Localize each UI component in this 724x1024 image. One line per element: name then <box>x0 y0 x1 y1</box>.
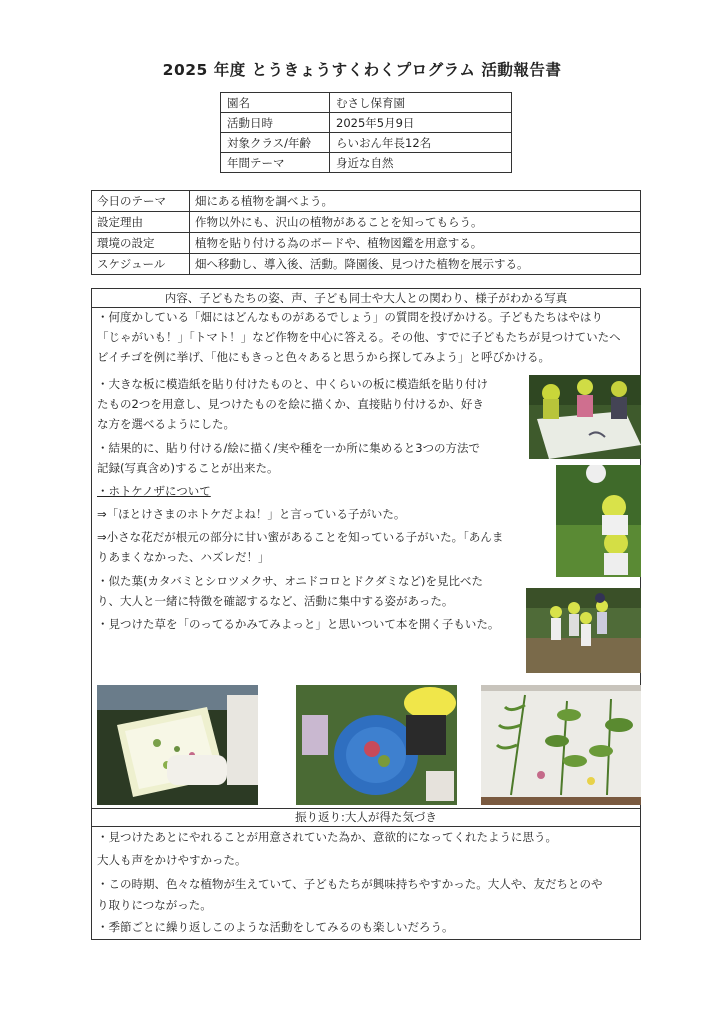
info-label: 年間テーマ <box>221 153 330 173</box>
info-row <box>221 133 512 153</box>
plan-label: 今日のテーマ <box>92 191 190 212</box>
plan-row <box>92 254 641 275</box>
info-value: 2025年5月9日 <box>330 113 512 133</box>
info-value: 身近な自然 <box>330 153 512 173</box>
info-value: らいおん年長12名 <box>330 133 512 153</box>
page-title: 2025 年度 とうきょうすくわくプログラム 活動報告書 <box>162 61 562 79</box>
content-box <box>91 288 641 940</box>
photo-seeds-basin <box>296 685 457 805</box>
plan-row <box>92 191 641 212</box>
photo-children-field <box>526 588 641 673</box>
plan-label: スケジュール <box>92 254 190 275</box>
content-line: りあまくなかった、ハズレだ！」 <box>97 550 270 564</box>
plan-value: 畑へ移動し、導入後、活動。降園後、見つけた植物を展示する。 <box>190 254 641 275</box>
info-table <box>220 92 512 173</box>
photo-plant-display <box>481 685 641 805</box>
info-label: 対象クラス/年齢 <box>221 133 330 153</box>
info-row <box>221 113 512 133</box>
plan-row <box>92 212 641 233</box>
info-label: 園名 <box>221 93 330 113</box>
content-line: な方を選べるようにした。 <box>97 417 235 431</box>
photo-children-grass <box>556 465 641 577</box>
reflection-header: 振り返り:大人が得た気づき <box>295 810 437 824</box>
plan-table <box>91 190 641 275</box>
photo-plant-book <box>97 685 258 805</box>
content-line: 記録(写真含め)することが出来た。 <box>97 461 279 475</box>
reflection-line: ・この時期、色々な植物が生えていて、子どもたちが興味持ちやすかった。大人や、友だちとのや <box>97 877 603 891</box>
info-row <box>221 153 512 173</box>
content-line: り、大人と一緒に特徴を確認するなど、活動に集中する姿があった。 <box>97 594 454 608</box>
photo-children-board <box>529 375 641 459</box>
content-line: ⇒「ほとけさまのホトケだよね！」と言っている子がいた。 <box>97 507 406 521</box>
plan-value: 畑にある植物を調べよう。 <box>190 191 641 212</box>
info-row <box>221 93 512 113</box>
content-line: ・何度かしている「畑にはどんなものがあるでしょう」の質問を投げかける。子どもたちはやはり <box>97 310 603 324</box>
reflection-line: り取りにつながった。 <box>97 898 212 912</box>
content-line: ビイチゴを例に挙げ、「他にもきっと色々あると思うから探してみよう」と呼びかける。 <box>97 350 550 364</box>
plan-value: 植物を貼り付ける為のボードや、植物図鑑を用意する。 <box>190 233 641 254</box>
info-value: むさし保育園 <box>330 93 512 113</box>
content-line: ・見つけた草を「のってるかみてみよっと」と思いついて本を開く子もいた。 <box>97 617 500 631</box>
plan-label: 環境の設定 <box>92 233 190 254</box>
content-header: 内容、子どもたちの姿、声、子ども同士や大人との関わり、様子がわかる写真 <box>164 291 568 305</box>
reflection-line: 大人も声をかけやすかった。 <box>97 853 247 867</box>
content-line: ・大きな板に模造紙を貼り付けたものと、中くらいの板に模造紙を貼り付け <box>97 377 488 391</box>
content-line-heading: ・ホトケノザについて <box>97 484 211 498</box>
content-line: ⇒小さな花だが根元の部分に甘い蜜があることを知っている子がいた。「あんま <box>97 530 504 544</box>
content-line: たもの2つを用意し、見つけたものを絵に描くか、直接貼り付けるか、好き <box>97 397 484 411</box>
plan-row <box>92 233 641 254</box>
info-label: 活動日時 <box>221 113 330 133</box>
content-line: ・結果的に、貼り付ける/絵に描く/実や種を一か所に集めると3つの方法で <box>97 441 481 455</box>
content-line: 「じゃがいも！」「トマト！」など作物を中心に答える。その他、すでに子どもたちが見つけていたヘ <box>97 330 621 344</box>
reflection-line: ・季節ごとに繰り返しこのような活動をしてみるのも楽しいだろう。 <box>97 920 454 934</box>
content-line: ・似た葉(カタバミとシロツメクサ、オニドコロとドクダミなど)を見比べた <box>97 574 483 588</box>
plan-label: 設定理由 <box>92 212 190 233</box>
plan-value: 作物以外にも、沢山の植物があることを知ってもらう。 <box>190 212 641 233</box>
reflection-line: ・見つけたあとにやれることが用意されていた為か、意欲的になってくれたように思う。 <box>97 830 557 844</box>
